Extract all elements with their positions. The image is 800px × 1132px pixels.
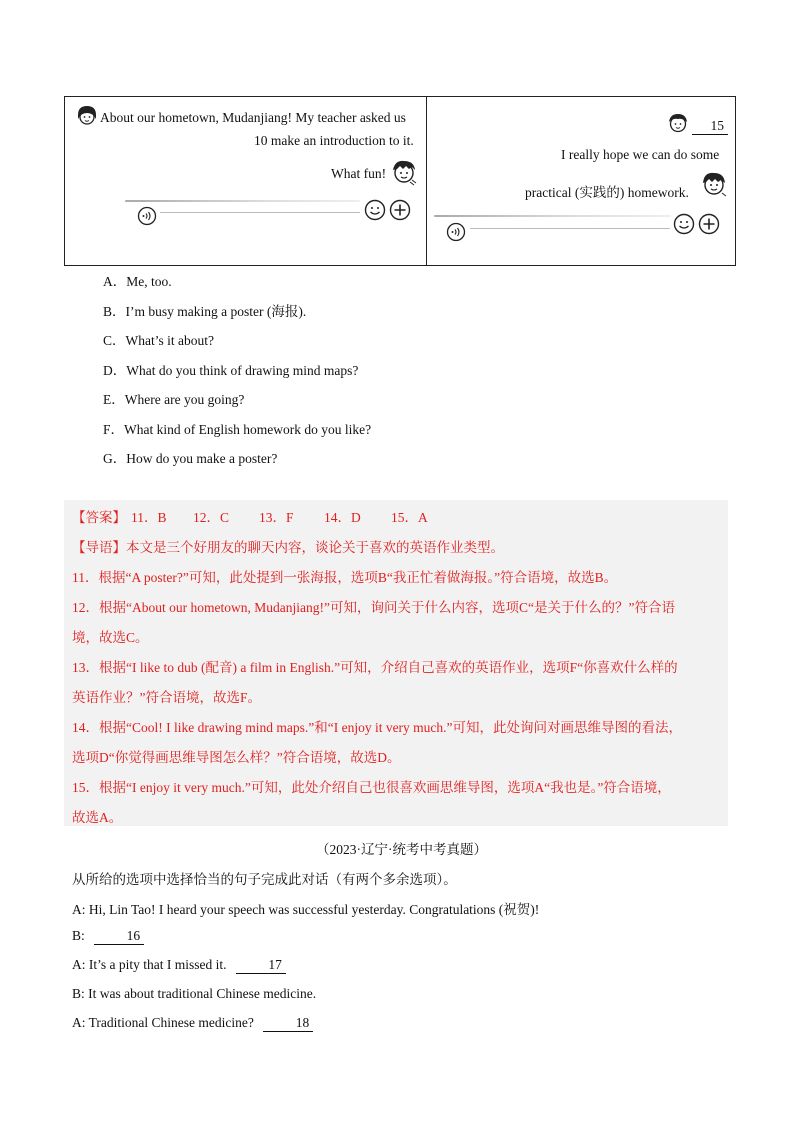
chat-left-message-line2: 10 make an introduction to it. (254, 133, 414, 148)
blank-15-number: 15 (692, 118, 728, 135)
guide-tag: 【导语】 (72, 540, 126, 555)
explanation-14-cont: 选项D“你觉得画思维导图怎么样？”符合语境，故选D。 (72, 750, 401, 765)
dialogue-b2: B: It was about traditional Chinese medicine. (72, 986, 317, 1001)
option-c: C．What’s it about? (103, 333, 214, 348)
dialogue-a3 (72, 1015, 313, 1032)
dialogue-a3-prefix: A: Traditional Chinese medicine? (72, 1015, 254, 1030)
girl-avatar-icon (76, 104, 98, 126)
guide-text: 本文是三个好朋友的聊天内容，谈论关于喜欢的英语作业类型。 (126, 540, 504, 555)
dialogue-b1 (72, 928, 144, 945)
answer-13: 13．F (259, 510, 294, 525)
girl-avatar-right-icon (700, 170, 728, 198)
answer-12: 12．C (193, 510, 230, 525)
plus-icon-right[interactable] (698, 213, 720, 235)
option-g: G．How do you make a poster? (103, 451, 278, 466)
chat-left-reply: What fun! (331, 166, 387, 181)
chat-input-underline-right (470, 228, 670, 229)
chat-input-underline-left (160, 212, 360, 213)
emoji-icon[interactable] (364, 199, 386, 221)
option-e: E．Where are you going? (103, 392, 245, 407)
blank-17[interactable]: 17 (236, 957, 286, 974)
blank-15[interactable] (692, 118, 728, 135)
answer-14: 14．D (324, 510, 361, 525)
blank-16[interactable]: 16 (94, 928, 144, 945)
explanation-14: 14．根据“Cool! I like drawing mind maps.”和“I enjoy it very much.”可知，此处询问对画思维导图的看法， (72, 720, 683, 735)
option-b: B．I’m busy making a poster (海报). (103, 304, 307, 319)
explanation-15-cont: 故选A。 (72, 810, 123, 825)
dialogue-a2-prefix: A: It’s a pity that I missed it. (72, 957, 227, 972)
explanation-15: 15．根据“I enjoy it very much.”可知，此处介绍自己也很喜欢画思维导图，选项A“我也是。”符合语境， (72, 780, 671, 795)
chat-input-bar-left (125, 200, 360, 202)
option-a: A．Me, too. (103, 274, 172, 289)
chat-input-bar-right (434, 215, 671, 217)
plus-icon[interactable] (389, 199, 411, 221)
chat-table-divider (426, 96, 427, 266)
boy-avatar-small-icon (667, 112, 689, 134)
explanation-12: 12．根据“About our hometown, Mudanjiang!”可知，询问关于什么内容，选项C“是关于什么的？”符合语 (72, 600, 675, 615)
chat-right-message-line1: I really hope we can do some (561, 147, 720, 162)
explanation-11: 11．根据“A poster?”可知，此处提到一张海报，选项B“我正忙着做海报。”符合语境，故选B。 (72, 570, 618, 585)
dialogue-a1: A: Hi, Lin Tao! I heard your speech was successful yesterday. Congratulations (祝贺)! (72, 902, 540, 917)
voice-icon[interactable] (137, 206, 157, 226)
boy-avatar-icon (390, 158, 418, 186)
dialogue-b1-prefix: B: (72, 928, 85, 943)
emoji-icon-right[interactable] (673, 213, 695, 235)
answer-15: 15．A (391, 510, 428, 525)
explanation-13: 13．根据“I like to dub (配音) a film in English.”可知，介绍自己喜欢的英语作业，选项F“你喜欢什么样的 (72, 660, 678, 675)
question-source: （2023·辽宁·统考中考真题） (316, 842, 487, 857)
blank-18[interactable]: 18 (263, 1015, 313, 1032)
answer-tag: 【答案】 (72, 510, 126, 525)
answer-line (72, 506, 126, 526)
explanation-13-cont: 英语作业？”符合语境，故选F。 (72, 690, 261, 705)
question-instruction: 从所给的选项中选择恰当的句子完成此对话（有两个多余选项）。 (72, 872, 457, 887)
chat-left-message-line1: About our hometown, Mudanjiang! My teacher asked us (100, 110, 406, 125)
chat-right-message-line2: practical (实践的) homework. (525, 185, 689, 200)
explanation-12-cont: 境，故选C。 (72, 630, 149, 645)
option-f: F．What kind of English homework do you like? (103, 422, 372, 437)
guide-line (72, 536, 504, 556)
answer-11: 11．B (131, 510, 167, 525)
option-d: D．What do you think of drawing mind maps? (103, 363, 359, 378)
dialogue-a2 (72, 957, 286, 974)
voice-icon-right[interactable] (446, 222, 466, 242)
